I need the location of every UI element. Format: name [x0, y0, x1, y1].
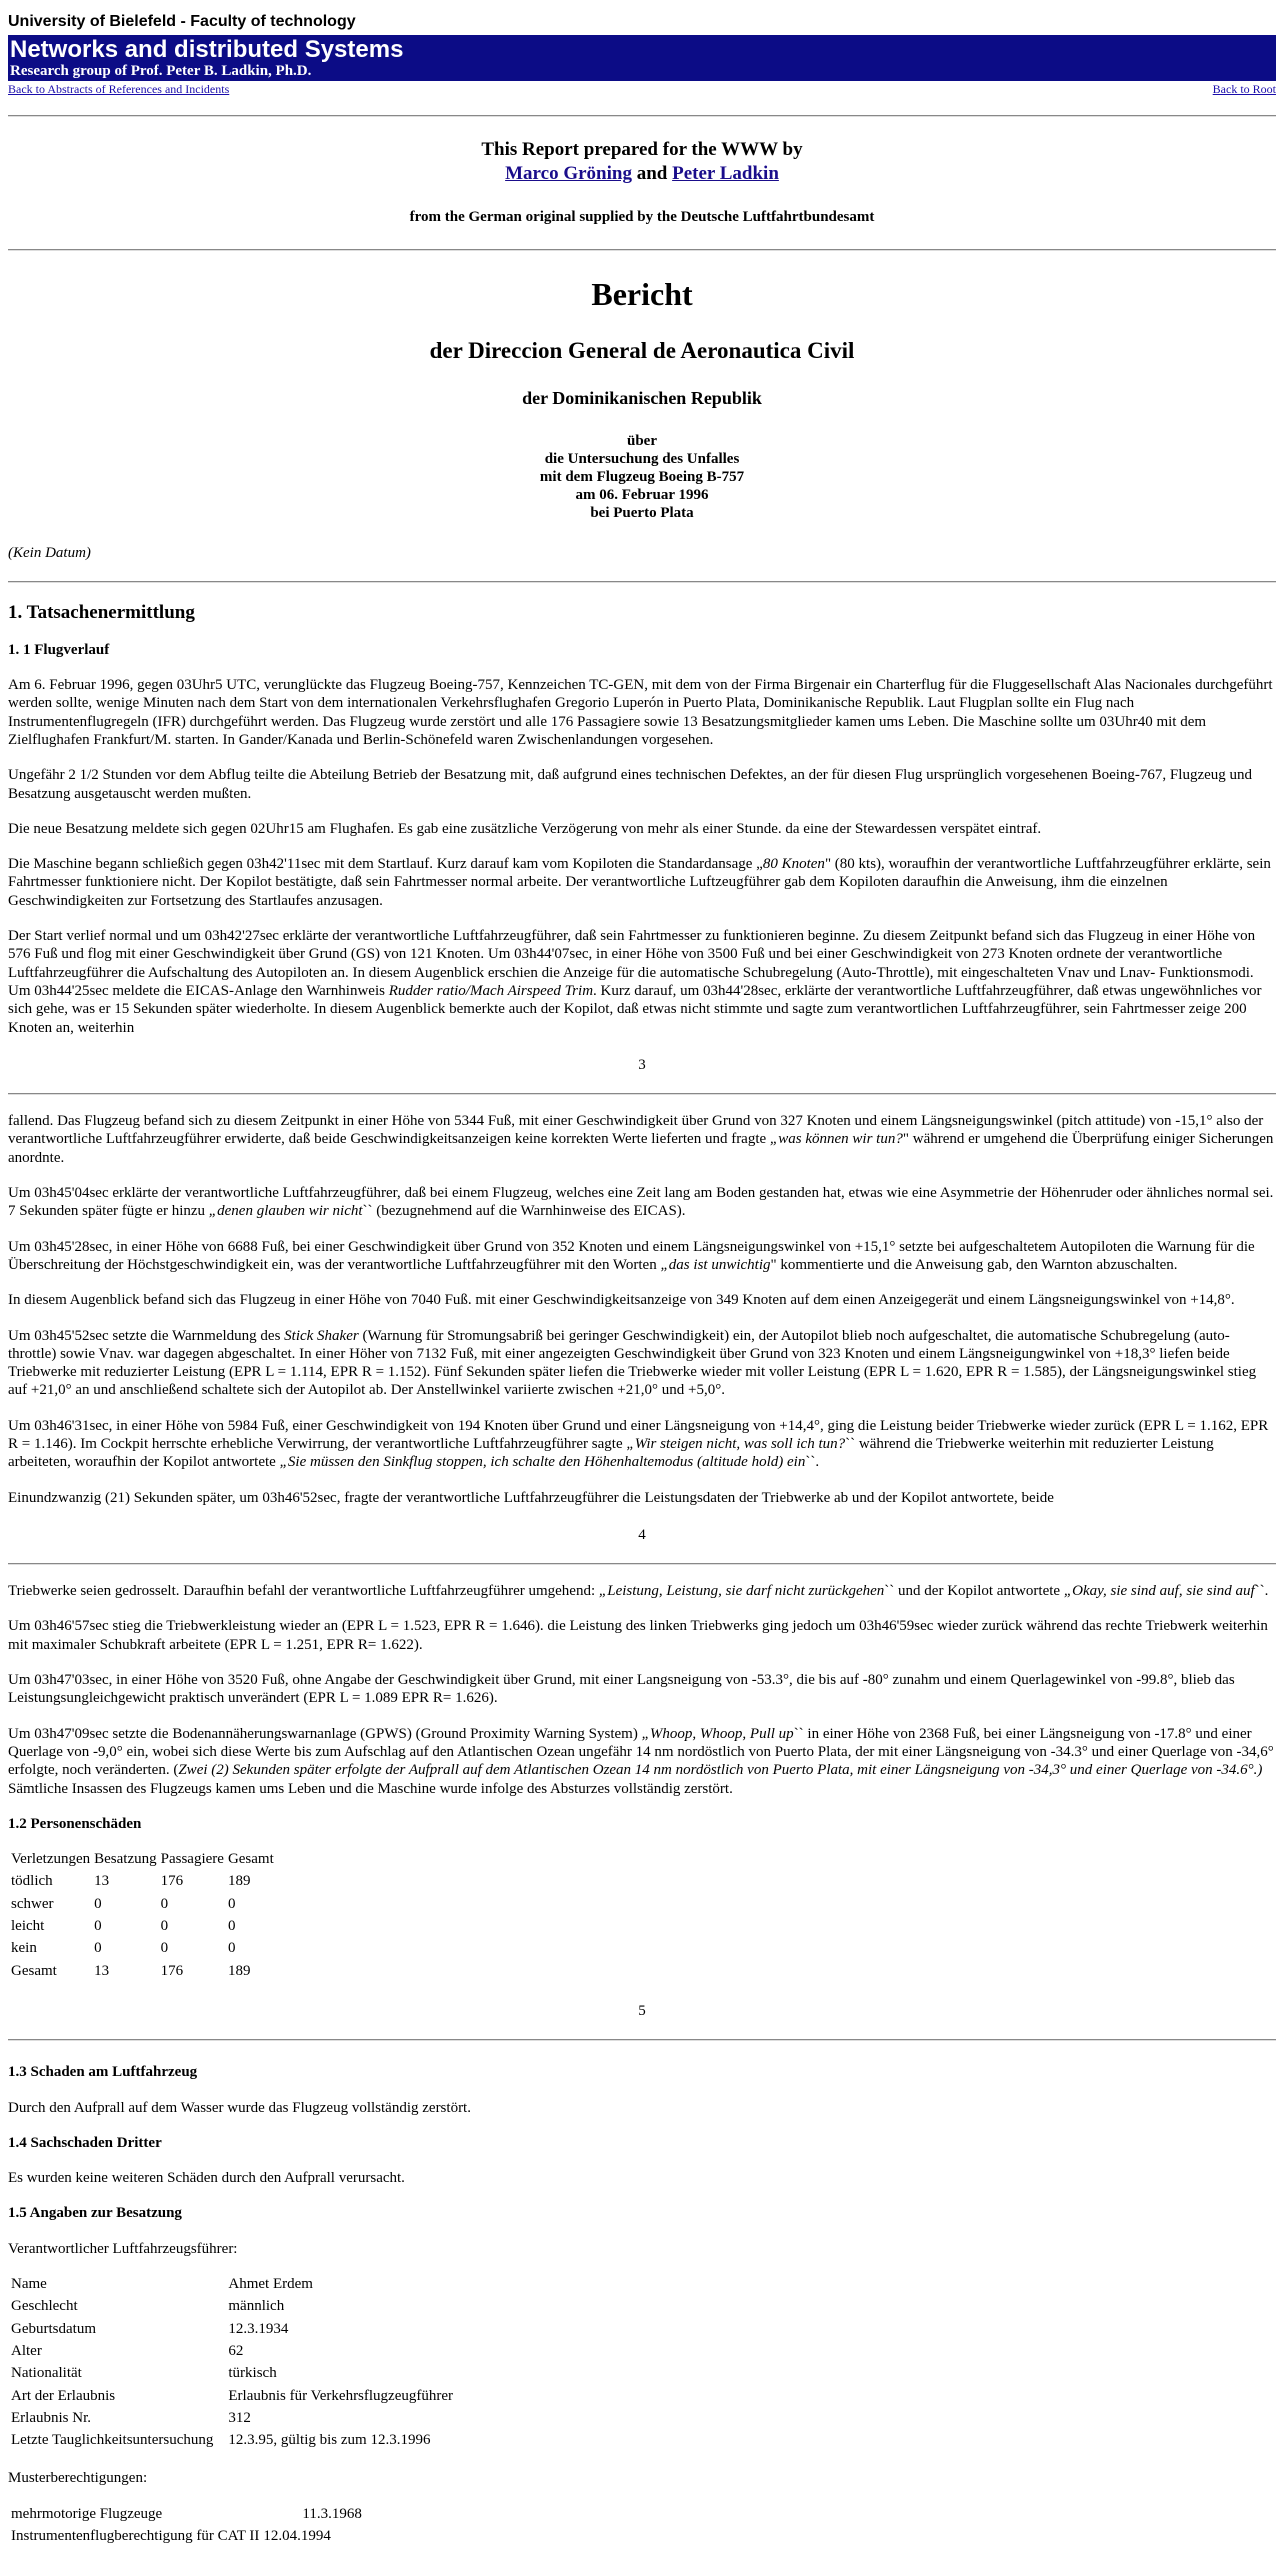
table-cell: 176 [160, 1873, 184, 1890]
table-row [10, 1871, 275, 1891]
table-cell: Nationalität [11, 2365, 82, 2382]
divider [8, 115, 1276, 117]
table-cell: Geburtsdatum [11, 2320, 96, 2337]
table-cell: 62 [228, 2342, 244, 2359]
prepared-by [8, 138, 1276, 187]
quote-text: „Sie müssen den Sinkflug stoppen, ich schalte den Höhenhaltemodus (altitude hold) ein [279, 1454, 806, 1471]
quote-text: „Wir steigen nicht, was soll ich tun? [626, 1436, 846, 1452]
table-row [10, 2341, 454, 2361]
table-row [10, 1894, 275, 1914]
quote-text: Rudder ratio/Mach Airspeed Trim [388, 982, 594, 999]
text-run: `` und der Kopilot antwortete [884, 1583, 1064, 1600]
text-run: ``. [1254, 1583, 1269, 1600]
paragraph [8, 1238, 1276, 1275]
table-cell: Art der Erlaubnis [11, 2387, 116, 2404]
table-row [10, 2526, 363, 2546]
paragraph [8, 927, 1276, 1037]
paragraph [8, 1582, 1276, 1600]
prepared-text: This Report prepared for the WWW by [481, 138, 803, 160]
paragraph: Um 03h46'57sec stieg die Triebwerkleistung wieder an (EPR L = 1.523, EPR R = 1.646). die Leistung des linken Triebwerks ging jedoch um 03h46'59sec wieder zurück während das rechte Triebwerk weiterhin mit maximaler Schubkraft arbeitete (EPR L = 1.251, EPR R= 1.622). [8, 1618, 1268, 1653]
report-subject [8, 432, 1276, 522]
table-header: Besatzung [94, 1851, 157, 1868]
source-note: from the German original supplied by the Deutsche Luftfahrtbundesamt [409, 209, 875, 225]
table-cell: Name [11, 2276, 47, 2293]
table-cell: 0 [160, 1918, 169, 1935]
text-run: " während er umgehend die Überprüfung einiger Sicherungen anordnte. [8, 1131, 1274, 1166]
site-banner [8, 35, 1276, 81]
quote-text: Zwei (2) Sekunden später erfolgte der Aufprall auf dem Atlantischen Ozean 14 nm nordöstlich von Puerto Plata, mit einer Längsneigung von -34,3° und einer Querlage von -34.6°.) [178, 1762, 1263, 1779]
text-run: . Kurz darauf, um 03h44'28sec, erklärte der verantwortliche Luftfahrzeugführer, daß etwas ungewöhnliches vor sich gehe, was er 15 Sekunden später wiederholte. In diesem Augenblick bemerkte auch der Kopilot, daß etwas nicht stimmte und sagte zum verantwortlichen Luftfahrzeugführer, sein Fahrtmesser zeige 200 Knoten an, weiterhin [8, 982, 1262, 1036]
table-cell: Erlaubnis für Verkehrsflugzeugführer [228, 2387, 454, 2404]
paragraph: Um 03h47'03sec, in einer Höhe von 3520 Fuß, ohne Angabe der Geschwindigkeit über Grund, mit einer Langsneigung von -53.3°, die bis auf -80° zunahm und einem Querlagewinkel von -99.8°, blieb das Leistungsungleichgewicht praktisch unverändert (EPR L = 1.089 EPR R= 1.626). [8, 1672, 1235, 1707]
paragraph: Durch den Aufprall auf dem Wasser wurde das Flugzeug vollständig zerstört. [8, 2099, 471, 2116]
subsection-heading: 1. 1 Flugverlauf [8, 641, 110, 658]
table-row [10, 2319, 454, 2339]
paragraph [8, 1112, 1276, 1167]
quote-text: „Okay, sie sind auf, sie sind auf [1063, 1583, 1255, 1600]
table-cell: 0 [227, 1940, 236, 1957]
table-row [10, 1916, 275, 1936]
table-cell: 12.3.95, gültig bis zum 12.3.1996 [228, 2432, 431, 2449]
page-number: 5 [638, 2002, 646, 2019]
divider [8, 1093, 1276, 1095]
text-run: (Warnung für Stromungsabriß bei geringer Geschwindigkeit) ein, der Autopilot blieb noch aufgeschaltet, die automatische Schubregelung (auto-throttle) sowie Vnav. war dagegen abgeschaltet. In einer Höher von 7132 Fuß, mit einer angezeigten Geschwindigkeit über Grund von 323 Knoten und einem Längsneigungwinkel von +18,3° liefen beide Triebwerke mit reduzierter Leistung (EPR L = 1.114, EPR R = 1.152). Fünf Sekunden später liefen die Triebwerke wieder mit voller Leistung (EPR L = 1.620, EPR R = 1.585), der Längsneigungswinkel stieg auf +21,0° an und anschließend schaltete sich der Autopilot ab. Der Anstellwinkel variierte zwischen +21,0° und +5,0°. [8, 1327, 1257, 1399]
table-cell: 0 [227, 1918, 236, 1935]
text-run: `` (bezugnehmend auf die Warnhinweise des EICAS). [362, 1203, 686, 1220]
quote-text: 80 Knoten [762, 856, 825, 873]
table-cell: türkisch [228, 2365, 277, 2382]
table-cell: männlich [228, 2298, 285, 2315]
report-title: Bericht [591, 276, 693, 313]
crew-table [8, 2272, 456, 2452]
table-cell: Instrumentenflugberechtigung für CAT II [11, 2527, 260, 2544]
paragraph [8, 1184, 1276, 1221]
table-cell: schwer [11, 1895, 54, 1912]
paragraph: Musterberechtigungen: [8, 2470, 148, 2487]
table-row [10, 2274, 454, 2294]
table-cell: kein [11, 1940, 37, 1957]
paragraph: Einundzwanzig (21) Sekunden später, um 03h46'52sec, fragte der verantwortliche Luftfahrzeugführer die Leistungsdaten der Triebwerke ab und der Kopilot antwortete, beide [8, 1489, 1054, 1506]
table-row [10, 1961, 275, 1981]
table-cell: Gesamt [11, 1962, 57, 1979]
quote-text: „was können wir tun? [769, 1131, 903, 1148]
table-header: Passagiere [160, 1851, 224, 1868]
table-row [10, 2386, 454, 2406]
table-cell: leicht [11, 1918, 45, 1935]
section-heading: 1. Tatsachenermittlung [8, 601, 195, 623]
table-cell: Alter [11, 2342, 42, 2359]
author-link-ladkin[interactable]: Peter Ladkin [672, 163, 779, 185]
table-row [10, 2296, 454, 2316]
paragraph [8, 1417, 1276, 1472]
subject-line: bei Puerto Plata [590, 505, 694, 522]
table-cell: 11.3.1968 [302, 2505, 362, 2522]
table-row [10, 2430, 454, 2450]
subject-line: mit dem Flugzeug Boeing B-757 [539, 469, 745, 486]
table-header: Verletzungen [11, 1851, 91, 1868]
text-run: Um 03h45'28sec, in einer Höhe von 6688 Fuß, bei einer Geschwindigkeit über Grund von 352 Knoten und einem Längsneigungswinkel von +15,1° setzte bei aufgeschaltetem Autopiloten die Warnung für die Überschreitung der Höchstgeschwindigkeit ein, was der verantwortliche Luftfahrzeugführer mit den Worten [8, 1238, 1255, 1273]
table-cell: 0 [94, 1918, 102, 1935]
paragraph [8, 1725, 1276, 1798]
quote-text: „denen glauben wir nicht [208, 1203, 363, 1220]
report-date: (Kein Datum) [8, 545, 91, 562]
site-subtitle: Research group of Prof. Peter B. Ladkin, Ph.D. [10, 62, 312, 79]
text-run: Der Start verlief normal und um 03h42'27sec erklärte der verantwortliche Luftfahrzeugführer, daß sein Fahrtmesser zu funktionieren beginne. Zu diesem Zeitpunkt befand sich das Flugzeug in einer Höhe von 576 Fuß und flog mit einer Geschwindigkeit über Grund (GS) von 121 Knoten. Um 03h44'07sec, in einer Höhe von 3500 Fuß und bei einer Geschwindigkeit von 273 Knoten ordnete der verantwortliche Luftfahrzeugführer die Aufschaltung des Autopiloten an. In diesem Augenblick erschien die Anzeige für die automatische Schubregelung (Auto-Throttle), mit eingeschalteten Vnav und Lnav- Funktionsmodi. Um 03h44'25sec meldete die EICAS-Anlage den Warnhinweis [8, 928, 1256, 999]
text-run: " kommentierte und die Anweisung gab, den Warnton abzuschalten. [770, 1256, 1178, 1273]
table-cell: tödlich [11, 1873, 53, 1890]
text-run: `` während die Triebwerke weiterhin mit reduzierter Leistung arbeiteten, woraufhin der Kopilot antwortete [8, 1436, 1214, 1471]
table-row [10, 2408, 454, 2428]
table-header-row [10, 1849, 275, 1869]
paragraph: Die neue Besatzung meldete sich gegen 02Uhr15 am Flughafen. Es gab eine zusätzliche Verzögerung von mehr als einer Stunde. da eine der Stewardessen verspätet eintraf. [8, 820, 1042, 837]
table-cell: 0 [94, 1940, 102, 1957]
quote-text: „das ist unwichtig [660, 1256, 771, 1273]
text-run: Um 03h45'52sec setzte die Warnmeldung des [8, 1327, 285, 1344]
paragraph [8, 855, 1276, 910]
paragraph: Verantwortlicher Luftfahrzeugsführer: [8, 2240, 238, 2257]
divider [8, 1563, 1276, 1565]
text-run: Um 03h46'31sec, in einer Höhe von 5984 Fuß, einer Geschwindigkeit von 194 Knoten über Grund und einer Längsneigung von +14,4°, ging die Leistung beider Triebwerke wieder zurück (EPR L = 1.162, EPR R = 1.146). Im Cockpit herrschte erhebliche Verwirrung, der verantwortliche Luftfahrzeugführer sagte [8, 1417, 1269, 1452]
table-cell: 13 [94, 1873, 110, 1890]
casualty-table [8, 1847, 277, 1983]
table-cell: Letzte Tauglichkeitsuntersuchung [11, 2432, 214, 2449]
subsection-heading: 1.5 Angaben zur Besatzung [8, 2205, 182, 2222]
subject-line: am 06. Februar 1996 [575, 487, 709, 504]
author-link-groening[interactable]: Marco Gröning [505, 163, 632, 185]
back-to-root-link[interactable]: Back to Root [1212, 82, 1276, 96]
table-cell: 0 [94, 1895, 102, 1912]
paragraph: Ungefähr 2 1/2 Stunden vor dem Abflug teilte die Abteilung Betrieb der Besatzung mit, daß aufgrund eines technischen Defektes, an der für diesen Flug ursprünglich vorgesehenen Boeing-767, Flugzeug und Besatzung ausgetauscht werden mußten. [8, 767, 1253, 802]
subsection-heading: 1.2 Personenschäden [8, 1815, 142, 1832]
table-cell: Ahmet Erdem [228, 2276, 313, 2293]
table-cell: 0 [160, 1895, 169, 1912]
subject-line: über [627, 433, 657, 450]
paragraph: In diesem Augenblick befand sich das Flugzeug in einer Höhe von 7040 Fuß. mit einer Geschwindigkeitsanzeige von 349 Knoten auf dem einen Anzeigegerät und einem Längsneigungswinkel von +14,8°. [8, 1292, 1235, 1309]
quote-text: „Whoop, Whoop, Pull up [641, 1725, 794, 1742]
table-cell: 176 [160, 1962, 184, 1979]
divider [8, 249, 1276, 251]
table-row [10, 2363, 454, 2383]
table-row [10, 2504, 363, 2524]
table-header: Gesamt [227, 1851, 274, 1868]
table-cell: 12.3.1934 [228, 2320, 289, 2337]
subsection-heading: 1.4 Sachschaden Dritter [8, 2134, 162, 2151]
table-cell: Geschlecht [11, 2298, 78, 2315]
table-row [10, 1938, 275, 1958]
subject-line: die Untersuchung des Unfalles [544, 451, 740, 468]
table-cell: 189 [227, 1873, 251, 1890]
and-text: and [636, 163, 668, 185]
paragraph: Es wurden keine weiteren Schäden durch den Aufprall verursacht. [8, 2170, 405, 2187]
table-cell: 0 [227, 1895, 236, 1912]
ratings-table [8, 2502, 365, 2549]
text-run: Triebwerke seien gedrosselt. Daraufhin befahl der verantwortliche Luftfahrzeugführer umgehend: [8, 1583, 599, 1600]
quote-text: Stick Shaker [284, 1327, 359, 1344]
text-run: `` in einer Höhe von 2368 Fuß, bei einer Längsneigung von -17.8° und einer Querlage von -9,0° ein, wobei sich diese Werte bis zum Aufschlag auf den Atlantischen Ozean ungefähr 14 nm nordöstlich von Puerto Plata, der mit einer Längsneigung von -34.3° und einer Querlage von -34,6° erfolgte, noch veränderten. ( [8, 1725, 1274, 1779]
report-country: der Dominikanischen Republik [522, 388, 762, 409]
table-cell: 0 [160, 1940, 169, 1957]
table-cell: 12.04.1994 [263, 2527, 331, 2544]
table-cell: 312 [228, 2409, 251, 2426]
text-run: " (80 kts), woraufhin der verantwortliche Luftfahrzeugführer erklärte, sein Fahrtmesser funktioniere nicht. Der Kopilot bestätigte, daß sein Fahrtmesser normal arbeite. Der verantwortliche Luftzeugführer gab dem Kopiloten daraufhin die Anweisung, ihm die einzelnen Geschwindigkeiten zur Fortsetzung des Startlaufes anzusagen. [8, 856, 1271, 909]
text-run: Sämtliche Insassen des Flugzeugs kamen ums Leben und die Maschine wurde infolge des Absturzes vollständig zerstört. [8, 1780, 733, 1797]
quote-text: „Leistung, Leistung, sie darf nicht zurückgehen [598, 1583, 885, 1600]
report-authority: der Direccion General de Aeronautica Civil [429, 338, 855, 364]
divider [8, 581, 1276, 583]
table-cell: mehrmotorige Flugzeuge [11, 2505, 163, 2522]
site-title: Networks and distributed Systems [10, 35, 404, 63]
text-run: fallend. Das Flugzeug befand sich zu diesem Zeitpunkt in einer Höhe von 5344 Fuß, mit einer Geschwindigkeit über Grund von 327 Knoten und einem Längsneigungswinkel (pitch attitude) von -15,1° also der verantwortliche Luftfahrzeugführer erwiderte, daß beide Geschwindigkeitsanzeigen keine korrekten Werte lieferten und fragte [8, 1113, 1264, 1148]
table-cell: 13 [94, 1962, 110, 1979]
text-run: Um 03h47'09sec setzte die Bodenannäherungswarnanlage (GPWS) (Ground Proximity Warning System) [8, 1725, 642, 1742]
nav-row [8, 82, 1276, 97]
page-number: 3 [638, 1056, 646, 1073]
subsection-heading: 1.3 Schaden am Luftfahrzeug [8, 2064, 198, 2081]
text-run: Die Maschine begann schließich gegen 03h42'11sec mit dem Startlauf. Kurz darauf kam vom Kopiloten die Standardansage „ [8, 856, 763, 873]
back-to-abstracts-link[interactable]: Back to Abstracts of References and Incidents [8, 82, 230, 96]
text-run: Um 03h45'04sec erklärte der verantwortliche Luftfahrzeugführer, daß bei einem Flugzeug, welches eine Zeit lang am Boden gestanden hat, etwas wie eine Asymmetrie der Höhenruder oder ähnliches normal sei. 7 Sekunden später fügte er hinzu [8, 1185, 1274, 1220]
divider [8, 2039, 1276, 2041]
paragraph [8, 1327, 1276, 1400]
table-cell: 189 [227, 1962, 251, 1979]
text-run: ``. [805, 1454, 820, 1471]
table-cell: Erlaubnis Nr. [11, 2409, 91, 2426]
paragraph: Am 6. Februar 1996, gegen 03Uhr5 UTC, verunglückte das Flugzeug Boeing-757, Kennzeichen TC-GEN, mit dem von der Firma Birgenair ein Charterflug für die Fluggesellschaft Alas Nacionales durchgeführt werden sollte, wenige Minuten nach dem Start von dem internationalen Verkehrsflughafen Gregorio Luperón in Puerto Plata, Dominikanische Republik. Laut Flugplan sollte ein Flug nach Instrumentenflugregeln (IFR) durchgeführt werden. Das Flugzeug wurde zerstört und alle 176 Passagiere sowie 13 Besatzungsmitglieder kamen ums Leben. Die Maschine sollte um 03Uhr40 mit dem Zielflughafen Frankfurt/M. starten. In Gander/Kanada und Berlin-Schönefeld waren Zwischenlandungen vorgesehen. [8, 677, 1273, 748]
university-line: University of Bielefeld - Faculty of technology [8, 13, 356, 30]
page-number: 4 [638, 1526, 646, 1543]
